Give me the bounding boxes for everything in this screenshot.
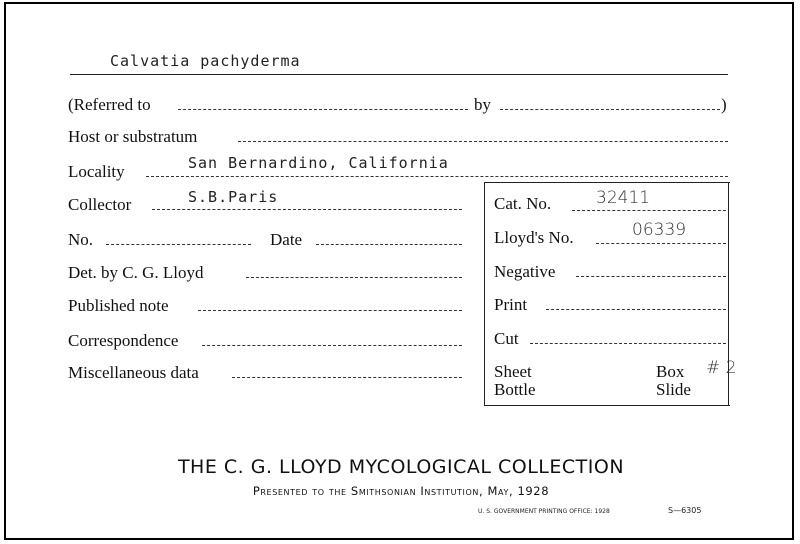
box-number-value: # 2 [706, 358, 737, 378]
print-line [546, 309, 726, 310]
print-label: Print [494, 295, 528, 314]
published-note-line [198, 310, 462, 311]
correspondence-line [202, 345, 462, 346]
negative-line [576, 276, 726, 277]
negative-label: Negative [494, 262, 556, 281]
cat-no-label: Cat. No. [494, 194, 552, 213]
by-line [500, 109, 720, 110]
host-label: Host or substratum [68, 127, 198, 146]
referred-to-line [178, 109, 468, 110]
miscellaneous-label: Miscellaneous data [68, 363, 199, 382]
date-line [316, 244, 462, 245]
collector-line [152, 209, 462, 210]
collector-value: S.B.Paris [188, 188, 279, 206]
correspondence-label: Correspondence [68, 331, 179, 350]
by-label: by [474, 95, 491, 114]
collection-subtitle: Presented to the Smithsonian Institution, May, 1928 [252, 484, 550, 498]
sheet-label: Sheet [494, 362, 532, 381]
specimen-card [4, 2, 794, 540]
locality-value: San Bernardino, California [188, 154, 449, 172]
referred-to-label: (Referred to [68, 95, 151, 114]
lloyds-no-value: 06339 [632, 220, 687, 240]
species-underline [70, 74, 728, 75]
cat-no-value: 32411 [596, 188, 651, 208]
miscellaneous-line [232, 377, 462, 378]
locality-line [146, 176, 728, 177]
det-by-line [246, 277, 462, 278]
date-label: Date [270, 230, 303, 249]
close-paren: ) [721, 95, 727, 114]
host-line [238, 141, 728, 142]
lloyds-no-line [596, 243, 726, 244]
cut-line [530, 343, 726, 344]
cut-label: Cut [494, 329, 519, 348]
collection-title: THE C. G. LLOYD MYCOLOGICAL COLLECTION [177, 456, 625, 478]
published-note-label: Published note [68, 296, 169, 315]
det-by-label: Det. by C. G. Lloyd [68, 263, 204, 282]
cat-no-line [572, 210, 726, 211]
no-label: No. [68, 230, 94, 249]
slide-label: Slide [656, 380, 691, 399]
form-number: S—6305 [668, 506, 702, 515]
box-label: Box [656, 362, 685, 381]
bottle-label: Bottle [494, 380, 536, 399]
printing-office-note: U. S. GOVERNMENT PRINTING OFFICE: 1928 [478, 508, 610, 515]
no-line [106, 244, 251, 245]
species-name: Calvatia pachyderma [110, 52, 301, 70]
collector-label: Collector [68, 195, 132, 214]
locality-label: Locality [68, 162, 125, 181]
lloyds-no-label: Lloyd's No. [494, 228, 574, 247]
